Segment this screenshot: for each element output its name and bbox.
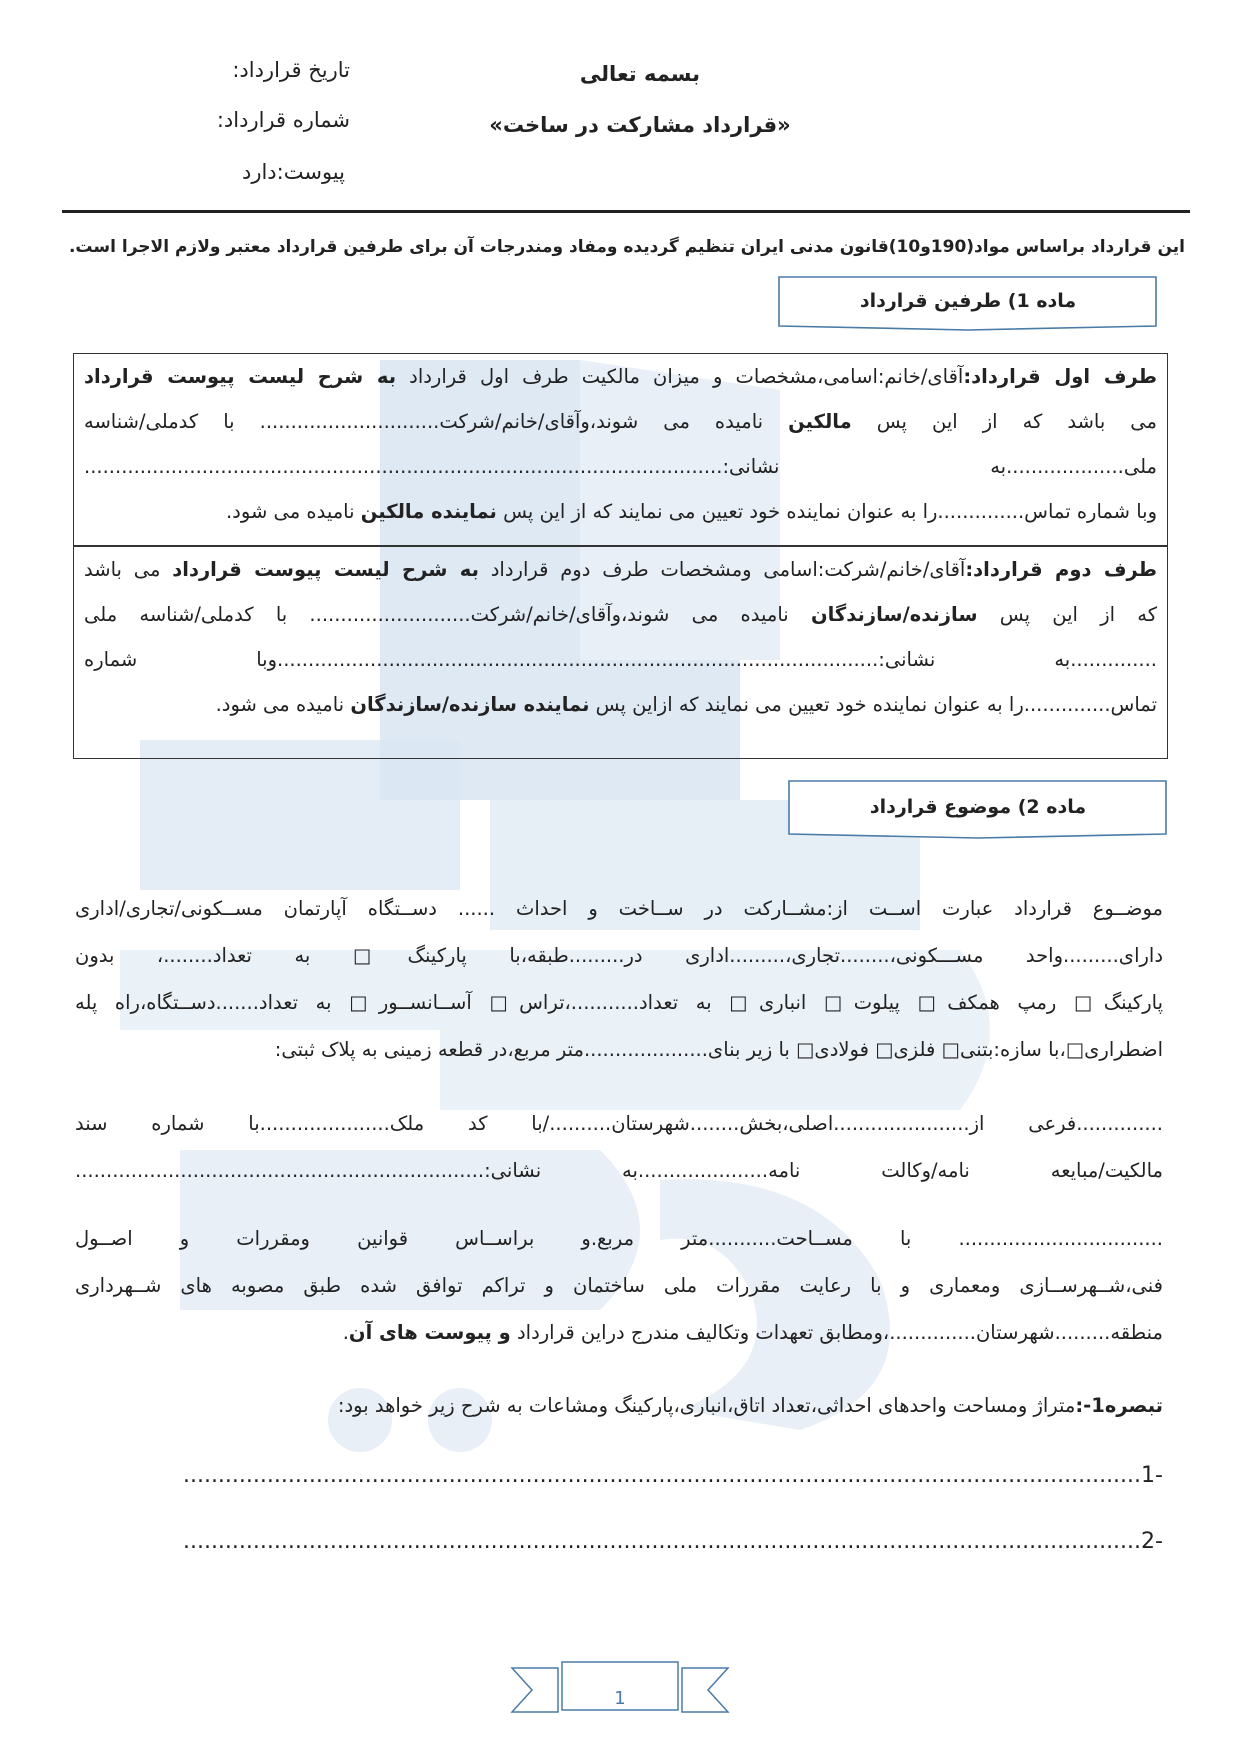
bismillah: بسمه تعالی	[579, 62, 701, 86]
article2-title: ماده 2) موضوع قرارداد	[869, 796, 1087, 818]
contract-title: «قرارداد مشارکت در ساخت»	[489, 113, 791, 137]
party1-label: طرف اول قرارداد:	[963, 365, 1157, 388]
article1-title: ماده 1) طرفین قرارداد	[859, 290, 1077, 312]
party1-section: طرف اول قرارداد:آقای/خانم:اسامی،مشخصات و میزان مالکیت طرف اول قرارداد به شرح لیست پیوست قرارداد می باشد که از این پس مالکین نامیده می شوند،وآقای/خانم/شرکت............................. با کدملی/شناسه ملی...................به نشانی:....................................................................................................... وبا شماره تماس..............را به عنوان نماینده خود تعیین می نمایند که از این پس نماینده مالکین نامیده می شود.	[84, 365, 1157, 523]
subject-paragraph-1: موضــوع قرارداد عبارت اســت از:مشــارکت در ســاخت و احداث ...... دســتگاه آپارتمان مســکونی/تجاری/اداری دارای.........واحد مســـکونی،........تجاری،.........اداری در.........طبقه،با پارکینگ□ به تعداد........، بدون پارکینگ□ رمپ همکف□ پیلوت□ انباری□ به تعداد...........،تراس□ آســانســور□ به تعداد.......دســتگاه،راه پله اضطراری□،با سازه:بتنی□ فلزی□ فولادی□ با زیر بنای....................متر مربع،در قطعه زمینی به پلاک ثبتی:	[75, 897, 1163, 1061]
party2-section: طرف دوم قرارداد:آقای/خانم/شرکت:اسامی ومشخصات طرف دوم قرارداد به شرح لیست پیوست قرارداد می باشد که از این پس سازنده/سازندگان نامیده می شوند،وآقای/خانم/شرکت.......................... با کدملی/شناسه ملی ..............به نشانی:.................................................................................................وبا شماره تماس..............را به عنوان نماینده خود تعیین می نمایند که ازاین پس نماینده سازنده/سازندگان نامیده می شود.	[84, 557, 1158, 716]
intro-text: این قرارداد براساس مواد(190و10)قانون مدنی ایران تنظیم گردیده ومفاد ومندرجات آن برای طرفین قرارداد معتبر ولازم الاجرا است.	[68, 237, 1185, 257]
list-item-1: -1.........................................................................................................................................	[182, 1463, 1163, 1488]
subject-paragraph-3: ................................. با مســاحت...........متر مربع.و براســاس قوانین ومقررات و اصــول فنی،شــهرســازی ومعماری و با رعایت مقررات ملی ساختمان و تراکم توافق شده طبق مصوبه های شــهرداری منطقه.........شهرستان..............،ومطابق تعهدات وتکالیف مندرج دراین قرارداد و پیوست های آن.	[75, 1227, 1163, 1344]
contract-date-label: تاریخ قرارداد:	[232, 58, 350, 82]
list-item-2: -2.........................................................................................................................................	[182, 1529, 1163, 1554]
header-divider	[62, 210, 1190, 213]
attachment-label: پیوست:دارد	[241, 160, 345, 184]
contract-number-label: شماره قرارداد:	[216, 108, 350, 132]
note-label: تبصره1-:	[1075, 1394, 1163, 1417]
party2-label: طرف دوم قرارداد:	[965, 557, 1157, 581]
subject-paragraph-2: ..............فرعی از......................اصلی،بخش........شهرستان........../با کد ملک.....................با شماره سند مالکیت/مبایعه نامه/وکالت نامه.....................به نشانی:..................................................................	[75, 1112, 1163, 1182]
note-1: تبصره1-:متراژ ومساحت واحدهای احداثی،تعداد اتاق،انباری،پارکینگ ومشاعات به شرح زیر خواهد بود:	[337, 1394, 1163, 1417]
page-number: 1	[614, 1688, 626, 1709]
parties-box	[73, 353, 1168, 759]
